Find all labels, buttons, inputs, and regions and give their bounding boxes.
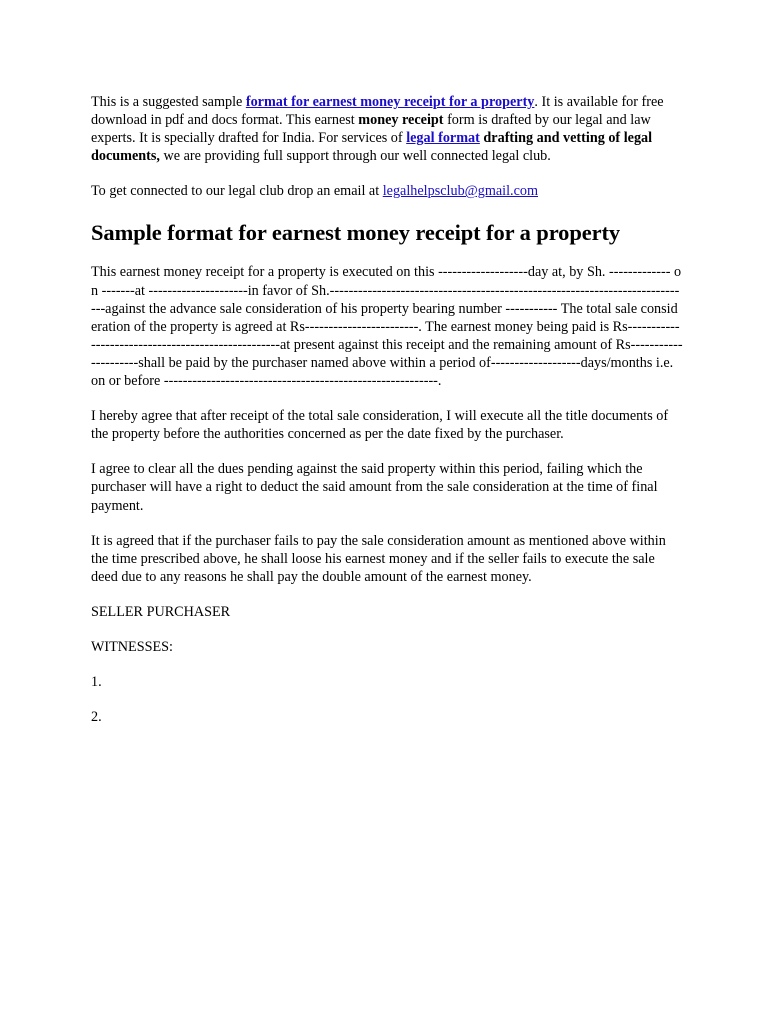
page-title: Sample format for earnest money receipt for a property	[91, 220, 621, 246]
document-page	[91, 93, 683, 726]
intro-bold-drafting: drafting and vetting of legal documents,	[91, 130, 653, 165]
intro-bold-money-receipt: money receipt	[358, 112, 444, 129]
intro-text-mid: . It is available for free download in pdf and docs format. This earnest	[91, 94, 664, 129]
witness-line-1: 1.	[91, 674, 102, 691]
earnest-money-receipt-link[interactable]: format for earnest money receipt for a property	[245, 94, 535, 110]
email-link[interactable]: legalhelpsclub@gmail.com	[382, 183, 539, 200]
witness-line-2: 2.	[91, 709, 102, 726]
title-documents-paragraph: I hereby agree that after receipt of the total sale consideration, I will execute all the title documents of the property before the authorities concerned as per the date fixed by the purchaser.	[91, 408, 669, 443]
signatories-line: SELLER PURCHASER	[91, 603, 231, 620]
intro-paragraph	[91, 93, 683, 165]
dues-paragraph: I agree to clear all the dues pending against the said property within this period, failing which the purchaser will have a right to deduct the said amount from the sale consideration at the time of final payment.	[91, 461, 658, 514]
intro-text-prefix: This is a suggested sample	[91, 94, 246, 110]
intro-text-mid2: form is drafted by our legal and law experts. It is specially drafted for India. For services of	[91, 112, 651, 147]
contact-paragraph	[91, 182, 683, 200]
contact-text: To get connected to our legal club drop an email at	[91, 183, 383, 200]
default-clause-paragraph: It is agreed that if the purchaser fails to pay the sale consideration amount as mentioned above within the time prescribed above, he shall loose his earnest money and if the seller fails to execute the sale deed due to any reasons he shall pay the double amount of the earnest money.	[91, 532, 666, 585]
intro-text-suffix: we are providing full support through our well connected legal club.	[159, 148, 551, 165]
receipt-paragraph: This earnest money receipt for a property is executed on this -------------------day at, by Sh. ------------- on -------at ---------------------in favor of Sh.-----------------------------------------------------------------------------against the advance sale consideration of his property bearing number ----------- The total sale consideration of the property is agreed at Rs------------------------. The earnest money being paid is Rs---------------------------------------------------at present against this receipt and the remaining amount of Rs---------------------shall be paid by the purchaser named above within a period of-------------------days/months i.e. on or before ----------------------------------------------------------.	[91, 264, 683, 390]
witnesses-label: WITNESSES:	[91, 638, 173, 655]
legal-format-link[interactable]: legal format	[406, 130, 480, 147]
